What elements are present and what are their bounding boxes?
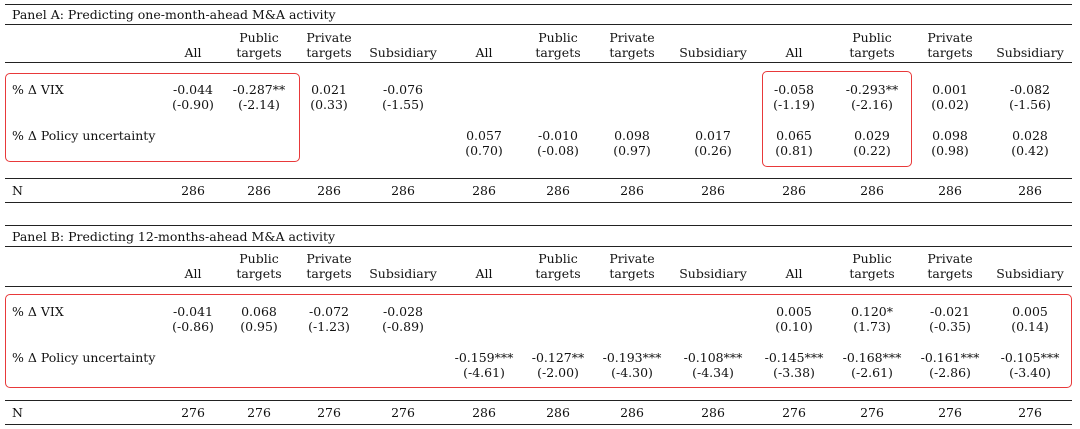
panel-b-vix-tstat-col10: (1.73)	[853, 319, 891, 334]
panel-b-col-header-1-line2: All	[184, 266, 202, 281]
panel-a-vix-tstat-col4: (-1.55)	[382, 97, 424, 112]
panel-a-n-col5: 286	[472, 183, 496, 198]
highlight-box-panel-b	[5, 294, 1072, 388]
panel-b-policy-coef-col7: -0.193***	[602, 350, 662, 365]
panel-b-title: Panel B: Predicting 12-months-ahead M&A activity	[12, 229, 336, 244]
panel-b-bottom-rule	[5, 424, 1072, 425]
panel-a-title: Panel A: Predicting one-month-ahead M&A activity	[12, 7, 336, 22]
panel-a-policy-coef-col11: 0.098	[932, 128, 968, 143]
panel-b-policy-coef-col11: -0.161***	[920, 350, 980, 365]
panel-a-col-header-11-line1: Private	[927, 30, 973, 45]
panel-a-col-header-10-line2: targets	[849, 45, 895, 60]
panel-a-n-col4: 286	[391, 183, 415, 198]
panel-a-policy-tstat-col5: (0.70)	[465, 143, 503, 158]
panel-b-col-header-10-line1: Public	[852, 251, 892, 266]
panel-a-vix-coef-col10: -0.293**	[845, 82, 899, 97]
panel-a-vix-tstat-col12: (-1.56)	[1009, 97, 1051, 112]
panel-a-n-col3: 286	[317, 183, 341, 198]
panel-a-vix-coef-col4: -0.076	[382, 82, 424, 97]
panel-b-col-header-11-line2: targets	[927, 266, 973, 281]
panel-b-vix-tstat-col4: (-0.89)	[382, 319, 424, 334]
panel-a-n-col12: 286	[1018, 183, 1042, 198]
panel-a-vix-coef-col9: -0.058	[773, 82, 815, 97]
panel-b-col-header-8-line2: Subsidiary	[679, 266, 747, 281]
panel-b-col-header-3-line2: targets	[306, 266, 352, 281]
panel-a-row-label-vix: % Δ VIX	[12, 82, 64, 97]
panel-b-vix-tstat-col12: (0.14)	[1011, 319, 1049, 334]
panel-b-top-rule	[5, 225, 1072, 226]
panel-a-policy-tstat-col8: (0.26)	[694, 143, 732, 158]
panel-b-col-header-10-line2: targets	[849, 266, 895, 281]
panel-a-policy-tstat-col6: (-0.08)	[537, 143, 579, 158]
panel-a-policy-tstat-col11: (0.98)	[931, 143, 969, 158]
panel-a-col-header-12-line2: Subsidiary	[996, 45, 1064, 60]
panel-b-col-header-6-line2: targets	[535, 266, 581, 281]
panel-b-vix-tstat-col3: (-1.23)	[308, 319, 350, 334]
panel-a-col-header-2-line1: Public	[239, 30, 279, 45]
panel-a-policy-tstat-col7: (0.97)	[613, 143, 651, 158]
panel-a-n-col1: 286	[181, 183, 205, 198]
panel-a-vix-coef-col12: -0.082	[1009, 82, 1051, 97]
panel-a-policy-coef-col5: 0.057	[466, 128, 502, 143]
panel-a-n-col2: 286	[247, 183, 271, 198]
panel-b-n-col12: 276	[1018, 405, 1042, 420]
panel-a-policy-coef-col12: 0.028	[1012, 128, 1048, 143]
panel-a-title-rule	[5, 24, 1072, 25]
panel-b-vix-coef-col4: -0.028	[382, 304, 424, 319]
panel-a-policy-tstat-col9: (0.81)	[775, 143, 813, 158]
panel-b-n-col8: 286	[701, 405, 725, 420]
panel-a-policy-coef-col9: 0.065	[776, 128, 812, 143]
panel-b-title-rule	[5, 246, 1072, 247]
panel-a-n-col6: 286	[546, 183, 570, 198]
panel-b-policy-coef-col9: -0.145***	[764, 350, 824, 365]
panel-b-policy-tstat-col5: (-4.61)	[463, 365, 505, 380]
panel-b-policy-tstat-col9: (-3.38)	[773, 365, 815, 380]
panel-a-n-col8: 286	[701, 183, 725, 198]
panel-a-policy-coef-col10: 0.029	[854, 128, 890, 143]
panel-b-policy-tstat-col12: (-3.40)	[1009, 365, 1051, 380]
panel-b-col-header-5-line2: All	[475, 266, 493, 281]
panel-b-vix-coef-col11: -0.021	[929, 304, 971, 319]
highlight-box-panel-a-vix	[5, 73, 300, 162]
panel-b-policy-tstat-col10: (-2.61)	[851, 365, 893, 380]
panel-a-col-header-11-line2: targets	[927, 45, 973, 60]
panel-b-vix-tstat-col1: (-0.86)	[172, 319, 214, 334]
panel-a-vix-tstat-col3: (0.33)	[310, 97, 348, 112]
panel-b-col-header-2-line1: Public	[239, 251, 279, 266]
panel-b-n-col7: 286	[620, 405, 644, 420]
panel-b-vix-tstat-col2: (0.95)	[240, 319, 278, 334]
panel-b-row-label-policy: % Δ Policy uncertainty	[12, 350, 156, 365]
panel-b-policy-coef-col10: -0.168***	[842, 350, 902, 365]
panel-a-col-header-7-line1: Private	[609, 30, 655, 45]
panel-b-n-col2: 276	[247, 405, 271, 420]
panel-a-vix-coef-col3: 0.021	[311, 82, 347, 97]
panel-b-policy-tstat-col6: (-2.00)	[537, 365, 579, 380]
panel-a-n-rule	[5, 178, 1072, 179]
panel-b-vix-coef-col3: -0.072	[308, 304, 350, 319]
panel-b-n-col11: 276	[938, 405, 962, 420]
panel-a-vix-tstat-col11: (0.02)	[931, 97, 969, 112]
panel-a-bottom-rule	[5, 202, 1072, 203]
panel-a-vix-coef-col1: -0.044	[172, 82, 214, 97]
panel-a-col-header-6-line1: Public	[538, 30, 578, 45]
panel-b-col-header-4-line2: Subsidiary	[369, 266, 437, 281]
panel-a-n-col7: 286	[620, 183, 644, 198]
panel-b-vix-tstat-col11: (-0.35)	[929, 319, 971, 334]
panel-a-col-header-9-line2: All	[785, 45, 803, 60]
panel-a-n-label: N	[12, 183, 23, 198]
panel-b-col-header-11-line1: Private	[927, 251, 973, 266]
panel-a-col-header-6-line2: targets	[535, 45, 581, 60]
panel-a-col-header-10-line1: Public	[852, 30, 892, 45]
panel-a-vix-tstat-col10: (-2.16)	[851, 97, 893, 112]
panel-a-vix-tstat-col9: (-1.19)	[773, 97, 815, 112]
panel-a-policy-coef-col6: -0.010	[537, 128, 579, 143]
panel-b-vix-coef-col1: -0.041	[172, 304, 214, 319]
panel-a-n-col9: 286	[782, 183, 806, 198]
panel-b-col-header-7-line1: Private	[609, 251, 655, 266]
panel-a-policy-coef-col8: 0.017	[695, 128, 731, 143]
panel-b-vix-coef-col10: 0.120*	[850, 304, 894, 319]
panel-a-col-header-8-line2: Subsidiary	[679, 45, 747, 60]
panel-b-col-header-6-line1: Public	[538, 251, 578, 266]
panel-b-col-header-2-line2: targets	[236, 266, 282, 281]
panel-b-n-col10: 276	[860, 405, 884, 420]
highlight-box-panel-a-combined	[762, 71, 912, 167]
panel-a-row-label-policy: % Δ Policy uncertainty	[12, 128, 156, 143]
panel-b-col-header-7-line2: targets	[609, 266, 655, 281]
panel-b-policy-coef-col12: -0.105***	[1000, 350, 1060, 365]
panel-a-col-header-3-line1: Private	[306, 30, 352, 45]
panel-a-col-header-3-line2: targets	[306, 45, 352, 60]
panel-b-n-col9: 276	[782, 405, 806, 420]
panel-a-header-rule	[5, 62, 1072, 63]
panel-b-vix-coef-col2: 0.068	[241, 304, 277, 319]
panel-b-n-label: N	[12, 405, 23, 420]
panel-b-n-col3: 276	[317, 405, 341, 420]
panel-a-vix-coef-col11: 0.001	[932, 82, 968, 97]
panel-b-col-header-3-line1: Private	[306, 251, 352, 266]
panel-a-col-header-5-line2: All	[475, 45, 493, 60]
panel-b-vix-tstat-col9: (0.10)	[775, 319, 813, 334]
panel-b-n-col1: 276	[181, 405, 205, 420]
panel-a-col-header-4-line2: Subsidiary	[369, 45, 437, 60]
panel-b-policy-tstat-col8: (-4.34)	[692, 365, 734, 380]
panel-a-top-rule	[5, 4, 1072, 5]
panel-b-policy-coef-col6: -0.127**	[531, 350, 585, 365]
panel-b-col-header-12-line2: Subsidiary	[996, 266, 1064, 281]
panel-b-n-rule	[5, 400, 1072, 401]
panel-b-policy-coef-col5: -0.159***	[454, 350, 514, 365]
panel-b-n-col6: 286	[546, 405, 570, 420]
panel-b-col-header-9-line2: All	[785, 266, 803, 281]
panel-a-vix-tstat-col2: (-2.14)	[238, 97, 280, 112]
panel-b-n-col4: 276	[391, 405, 415, 420]
panel-a-policy-tstat-col10: (0.22)	[853, 143, 891, 158]
panel-a-col-header-7-line2: targets	[609, 45, 655, 60]
panel-a-policy-coef-col7: 0.098	[614, 128, 650, 143]
panel-a-n-col10: 286	[860, 183, 884, 198]
panel-b-vix-coef-col9: 0.005	[776, 304, 812, 319]
panel-b-policy-tstat-col11: (-2.86)	[929, 365, 971, 380]
panel-b-header-rule	[5, 286, 1072, 287]
panel-b-policy-coef-col8: -0.108***	[683, 350, 743, 365]
panel-a-col-header-2-line2: targets	[236, 45, 282, 60]
panel-a-n-col11: 286	[938, 183, 962, 198]
panel-a-col-header-1-line2: All	[184, 45, 202, 60]
panel-b-vix-coef-col12: 0.005	[1012, 304, 1048, 319]
panel-a-policy-tstat-col12: (0.42)	[1011, 143, 1049, 158]
panel-b-n-col5: 286	[472, 405, 496, 420]
panel-a-vix-tstat-col1: (-0.90)	[172, 97, 214, 112]
panel-a-vix-coef-col2: -0.287**	[232, 82, 286, 97]
panel-b-policy-tstat-col7: (-4.30)	[611, 365, 653, 380]
panel-b-row-label-vix: % Δ VIX	[12, 304, 64, 319]
